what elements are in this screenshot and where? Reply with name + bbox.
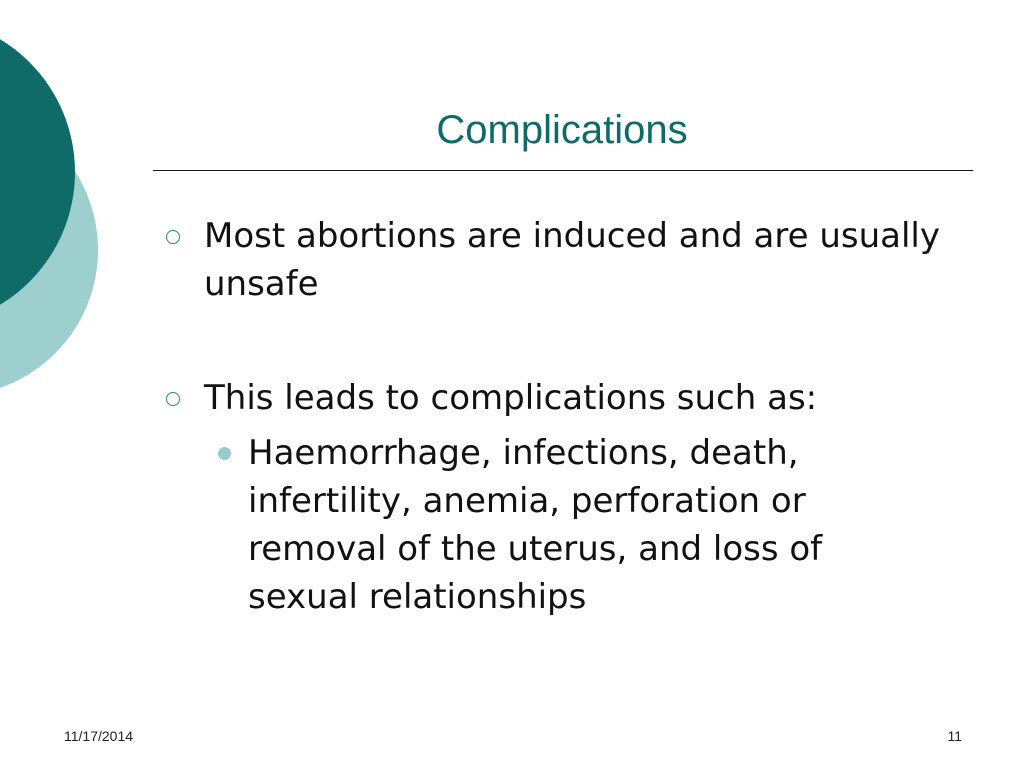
hollow-circle-bullet-icon	[166, 230, 180, 244]
slide-title: Complications	[436, 108, 688, 152]
slide-body	[160, 212, 940, 621]
bullet-item	[160, 374, 940, 422]
decorative-circles	[0, 0, 110, 410]
hollow-circle-bullet-icon	[166, 392, 180, 406]
slide-number: 11	[947, 728, 962, 744]
filled-dot-bullet-icon	[218, 447, 231, 460]
footer-date: 11/17/2014	[64, 728, 134, 744]
bullet-text: Most abortions are induced and are usually unsafe	[204, 216, 940, 304]
bullet-item	[160, 212, 940, 308]
subbullet-text: Haemorrhage, infections, death, infertility, anemia, perforation or removal of the uterus, and loss of sexual relationships	[248, 433, 823, 617]
title-divider	[153, 170, 973, 171]
bullet-text: This leads to complications such as:	[204, 378, 818, 418]
subbullet-item	[204, 429, 940, 621]
